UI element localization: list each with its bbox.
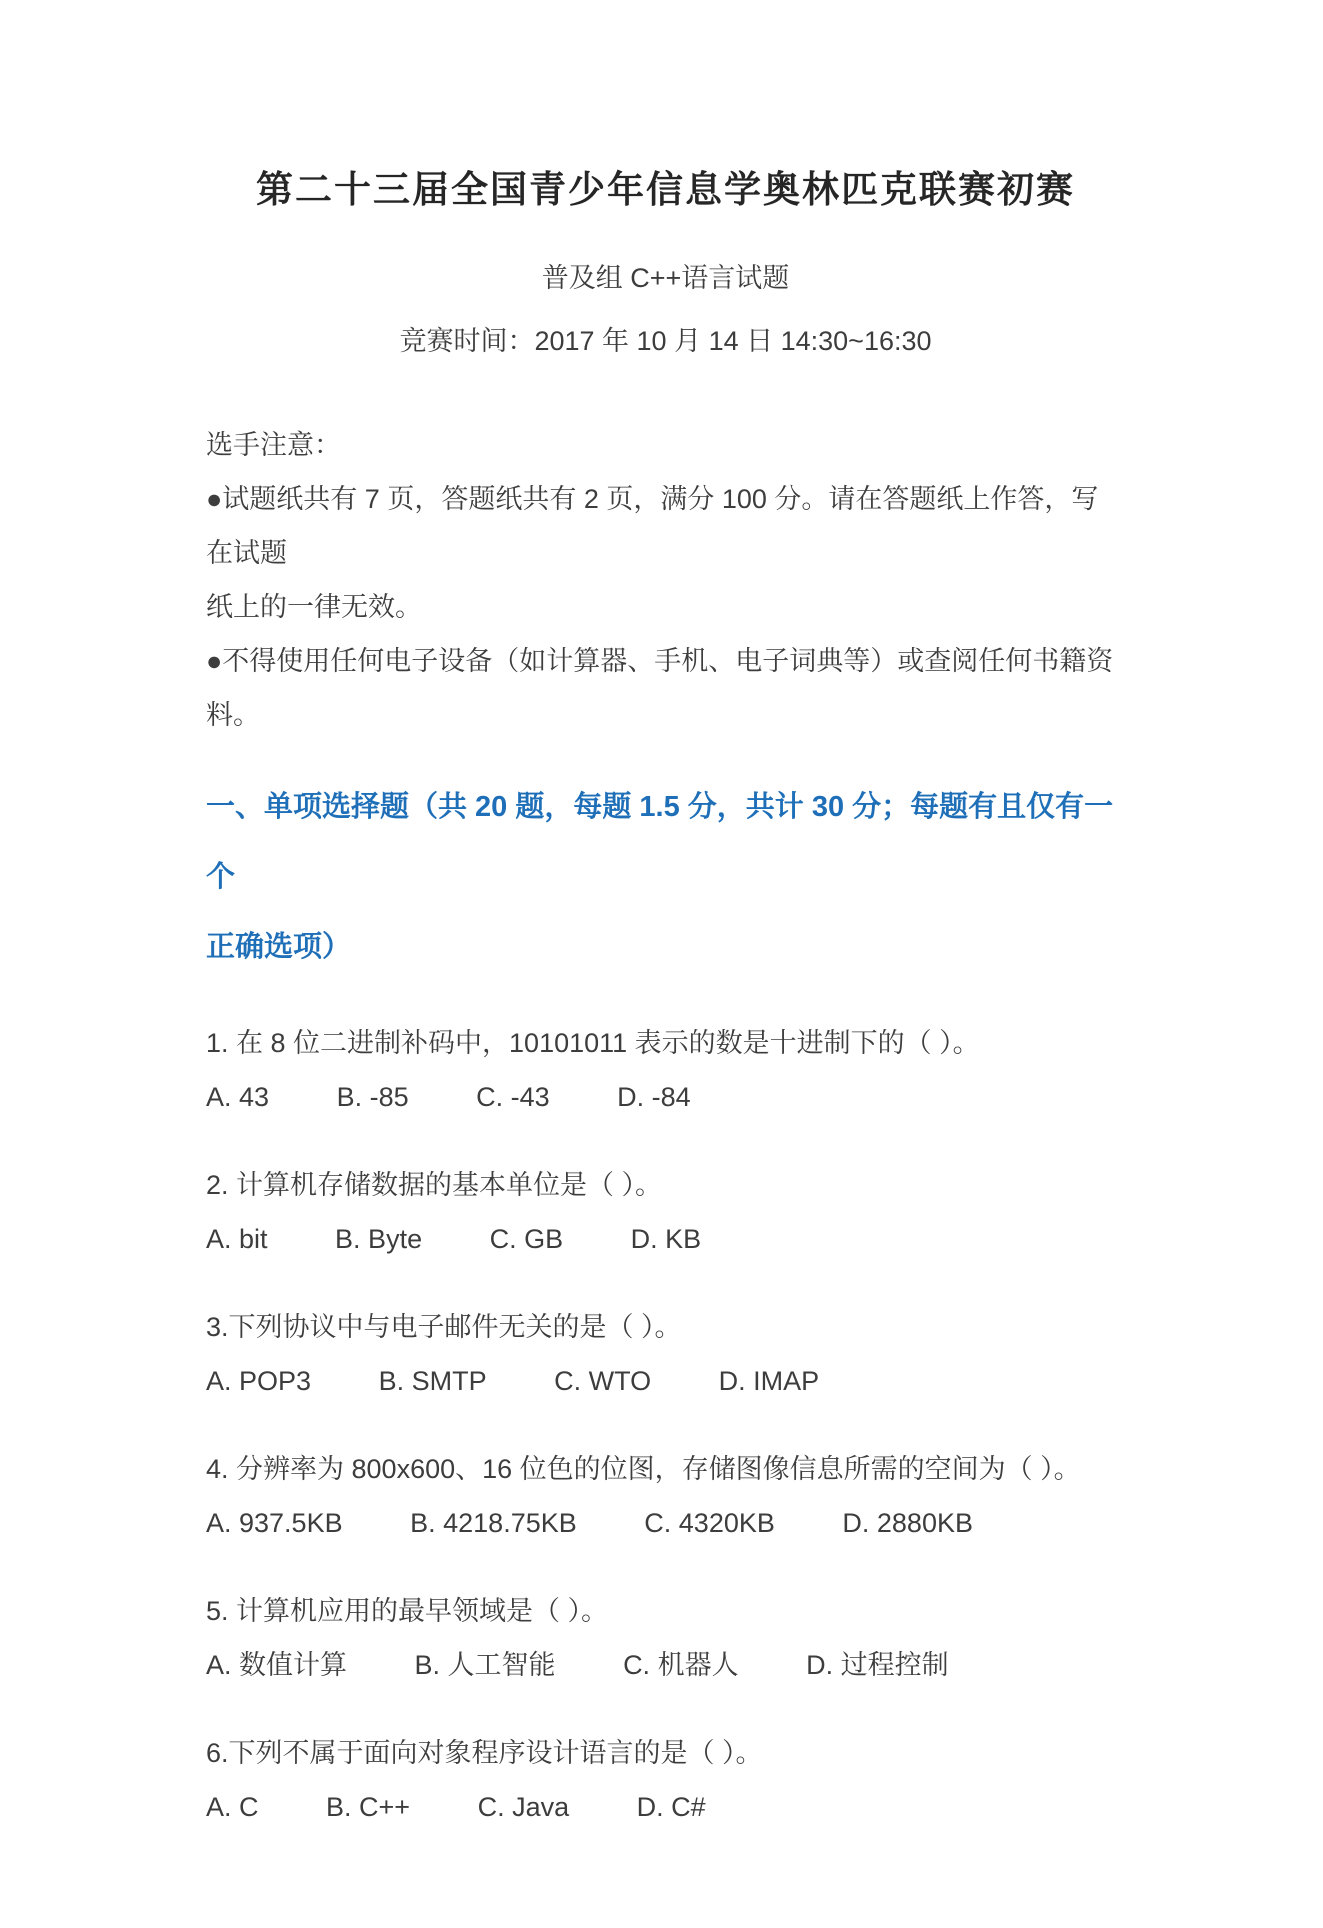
question-6-options <box>206 1780 1125 1834</box>
question-6-option-d: D. C# <box>636 1792 706 1823</box>
page-subtitle: 普及组 C++语言试题 <box>541 263 790 294</box>
question-2 <box>206 1158 1125 1266</box>
question-4 <box>206 1442 1125 1550</box>
question-6 <box>206 1726 1125 1834</box>
question-5-option-d: D. 过程控制 <box>806 1650 949 1681</box>
question-4-option-d: D. 2880KB <box>842 1508 973 1539</box>
question-4-option-a: A. 937.5KB <box>206 1508 343 1539</box>
question-6-option-a: A. C <box>206 1792 259 1823</box>
question-4-option-c: C. 4320KB <box>644 1508 775 1539</box>
question-6-text: 6.下列不属于面向对象程序设计语言的是（ ）。 <box>206 1738 763 1769</box>
notice-section <box>206 418 1125 742</box>
question-5-text: 5. 计算机应用的最早领域是（ ）。 <box>206 1596 609 1627</box>
question-4-text: 4. 分辨率为 800x600、16 位色的位图，存储图像信息所需的空间为（ ）。 <box>206 1454 1081 1485</box>
question-3-option-b: B. SMTP <box>378 1366 487 1397</box>
question-2-option-d: D. KB <box>630 1224 702 1255</box>
question-1-option-a: A. 43 <box>206 1082 270 1113</box>
question-2-options <box>206 1212 1125 1266</box>
notice-bullet-1-line-1: ●试题纸共有 7 页，答题纸共有 2 页，满分 100 分。请在答题纸上作答，写在试题 <box>206 484 1099 569</box>
question-2-text: 2. 计算机存储数据的基本单位是（ ）。 <box>206 1170 663 1201</box>
question-5-option-b: B. 人工智能 <box>414 1650 556 1681</box>
question-3-options <box>206 1354 1125 1408</box>
notice-bullet-1-line-2: 纸上的一律无效。 <box>206 592 422 623</box>
question-2-option-a: A. bit <box>206 1224 268 1255</box>
notice-heading: 选手注意： <box>206 430 341 461</box>
question-4-options <box>206 1496 1125 1550</box>
question-3-option-a: A. POP3 <box>206 1366 312 1397</box>
notice-bullet-1 <box>206 472 1125 634</box>
question-list <box>206 1016 1125 1834</box>
section-1-heading-line-2: 正确选项） <box>206 931 352 964</box>
question-1-option-d: D. -84 <box>617 1082 691 1113</box>
question-3 <box>206 1300 1125 1408</box>
question-6-option-c: C. Java <box>477 1792 570 1823</box>
question-2-option-b: B. Byte <box>335 1224 423 1255</box>
question-5 <box>206 1584 1125 1692</box>
question-5-options <box>206 1638 1125 1692</box>
question-4-option-b: B. 4218.75KB <box>410 1508 577 1539</box>
question-1 <box>206 1016 1125 1124</box>
question-6-option-b: B. C++ <box>326 1792 411 1823</box>
question-1-option-b: B. -85 <box>336 1082 409 1113</box>
notice-bullet-2: ●不得使用任何电子设备（如计算器、手机、电子词典等）或查阅任何书籍资料。 <box>206 646 1114 731</box>
question-3-option-c: C. WTO <box>554 1366 652 1397</box>
exam-time: 竞赛时间：2017 年 10 月 14 日 14:30~16:30 <box>399 326 932 357</box>
page-title: 第二十三届全国青少年信息学奥林匹克联赛初赛 <box>256 169 1075 210</box>
question-5-option-c: C. 机器人 <box>623 1650 739 1681</box>
question-3-option-d: D. IMAP <box>718 1366 820 1397</box>
section-1-heading <box>206 772 1125 982</box>
question-3-text: 3.下列协议中与电子邮件无关的是（ ）。 <box>206 1312 682 1343</box>
question-1-text: 1. 在 8 位二进制补码中，10101011 表示的数是十进制下的（ ）。 <box>206 1028 980 1059</box>
question-1-option-c: C. -43 <box>476 1082 550 1113</box>
question-5-option-a: A. 数值计算 <box>206 1650 348 1681</box>
question-2-option-c: C. GB <box>489 1224 564 1255</box>
question-1-options <box>206 1070 1125 1124</box>
section-1-heading-line-1: 一、单项选择题（共 20 题，每题 1.5 分，共计 30 分；每题有且仅有一个 <box>206 791 1114 894</box>
